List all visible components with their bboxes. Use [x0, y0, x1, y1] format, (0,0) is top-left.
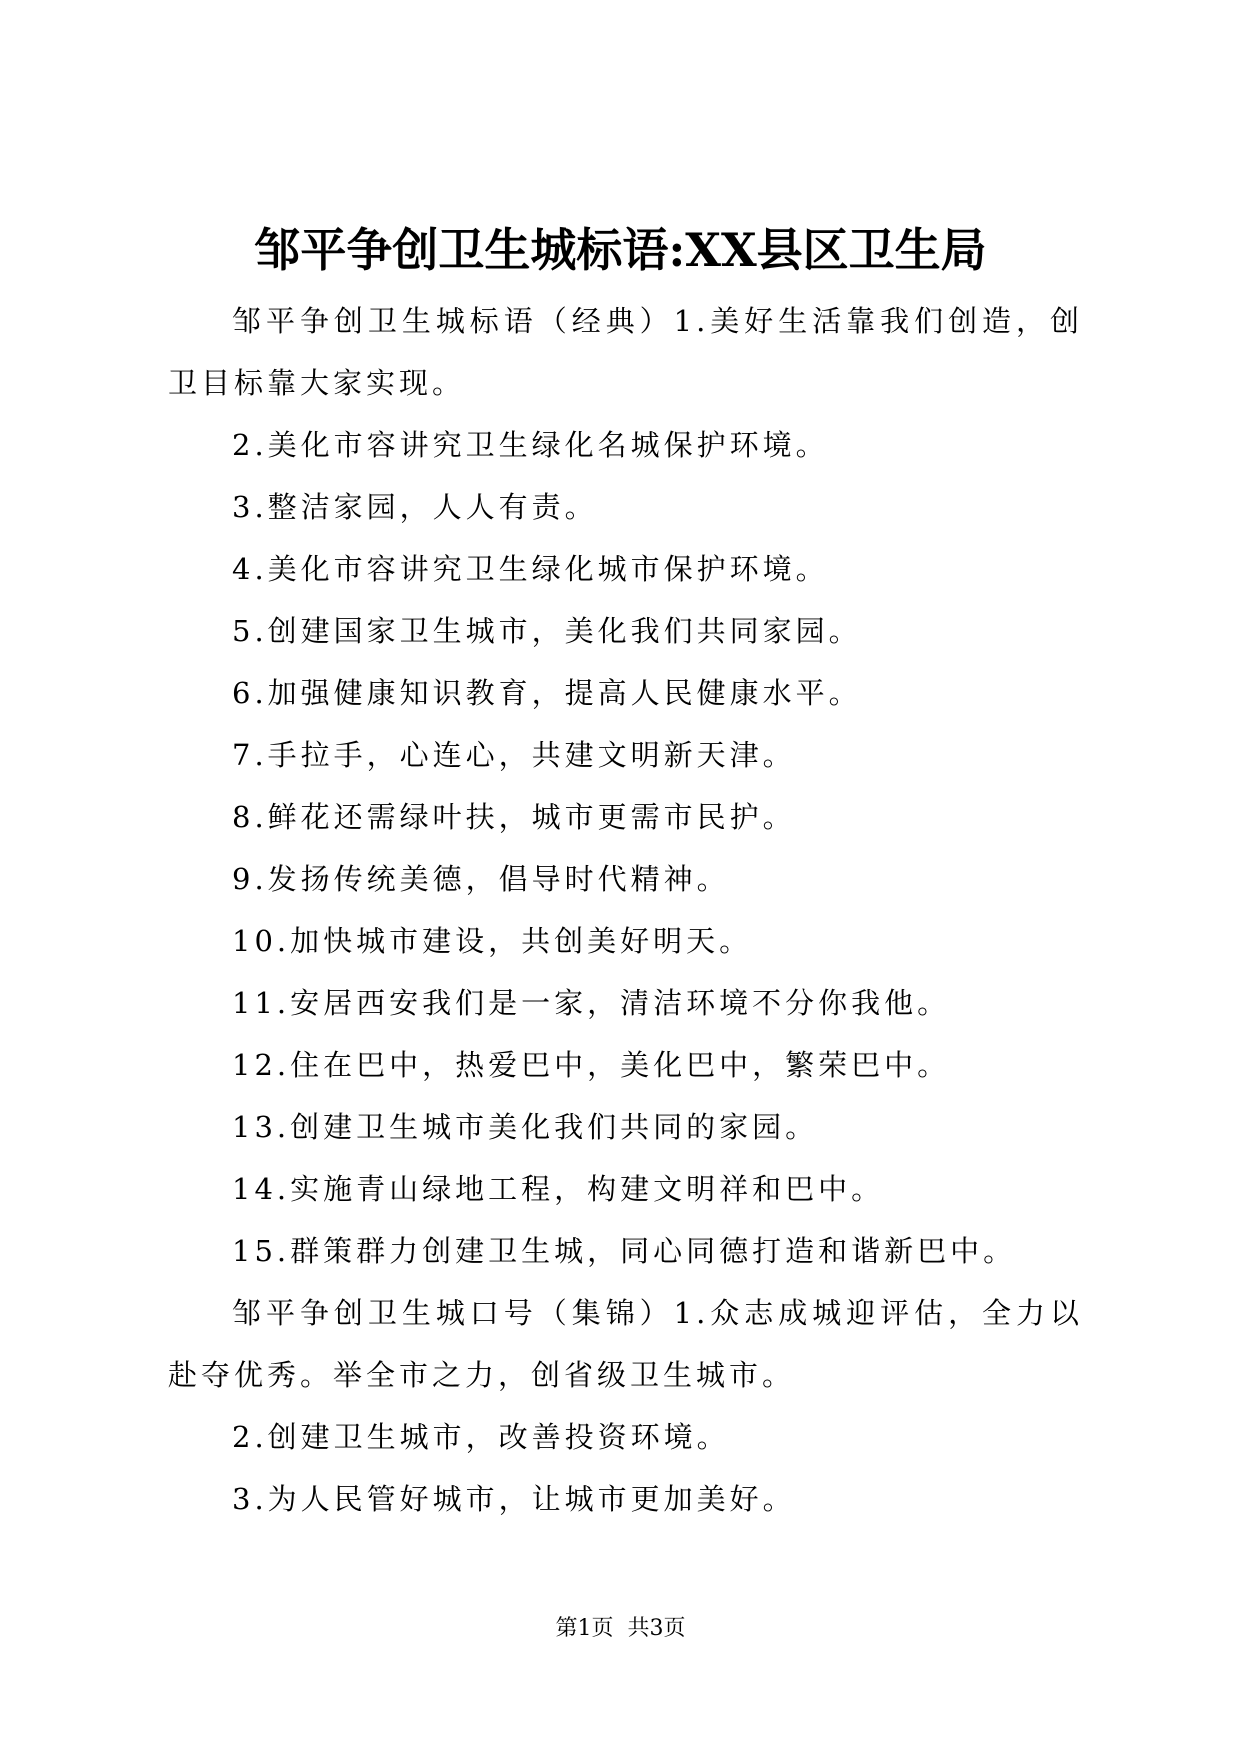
- paragraph: 13.创建卫生城市美化我们共同的家园。: [232, 1110, 819, 1144]
- page-total: 共3页: [627, 1616, 686, 1641]
- paragraph: 11.安居西安我们是一家，清洁环境不分你我他。: [232, 986, 951, 1020]
- paragraph: 8.鲜花还需绿叶扶，城市更需市民护。: [232, 800, 796, 834]
- paragraph: 2.创建卫生城市，改善投资环境。: [232, 1420, 730, 1454]
- paragraph: 3.为人民管好城市，让城市更加美好。: [232, 1482, 796, 1516]
- paragraph: 邹平争创卫生城口号（集锦）1.众志成城迎评估，全力以赴夺优秀。举全市之力，创省级卫生城市。: [168, 1296, 1083, 1392]
- document-title: 邹平争创卫生城标语:XX县区卫生局: [254, 223, 987, 277]
- paragraph: 邹平争创卫生城标语（经典）1.美好生活靠我们创造，创卫目标靠大家实现。: [168, 304, 1083, 400]
- document-body: [168, 290, 1083, 1530]
- paragraph: 3.整洁家园，人人有责。: [232, 490, 598, 524]
- paragraph: 12.住在巴中，热爱巴中，美化巴中，繁荣巴中。: [232, 1048, 951, 1082]
- paragraph: 15.群策群力创建卫生城，同心同德打造和谐新巴中。: [232, 1234, 1017, 1268]
- page-footer: [0, 1614, 1241, 1644]
- paragraph: 5.创建国家卫生城市，美化我们共同家园。: [232, 614, 862, 648]
- page-number: 第1页: [555, 1616, 614, 1641]
- paragraph: 7.手拉手，心连心，共建文明新天津。: [232, 738, 796, 772]
- paragraph: 6.加强健康知识教育，提高人民健康水平。: [232, 676, 862, 710]
- paragraph: 4.美化市容讲究卫生绿化城市保护环境。: [232, 552, 829, 586]
- paragraph: 10.加快城市建设，共创美好明天。: [232, 924, 753, 958]
- paragraph: 14.实施青山绿地工程，构建文明祥和巴中。: [232, 1172, 885, 1206]
- paragraph: 9.发扬传统美德，倡导时代精神。: [232, 862, 730, 896]
- paragraph: 2.美化市容讲究卫生绿化名城保护环境。: [232, 428, 829, 462]
